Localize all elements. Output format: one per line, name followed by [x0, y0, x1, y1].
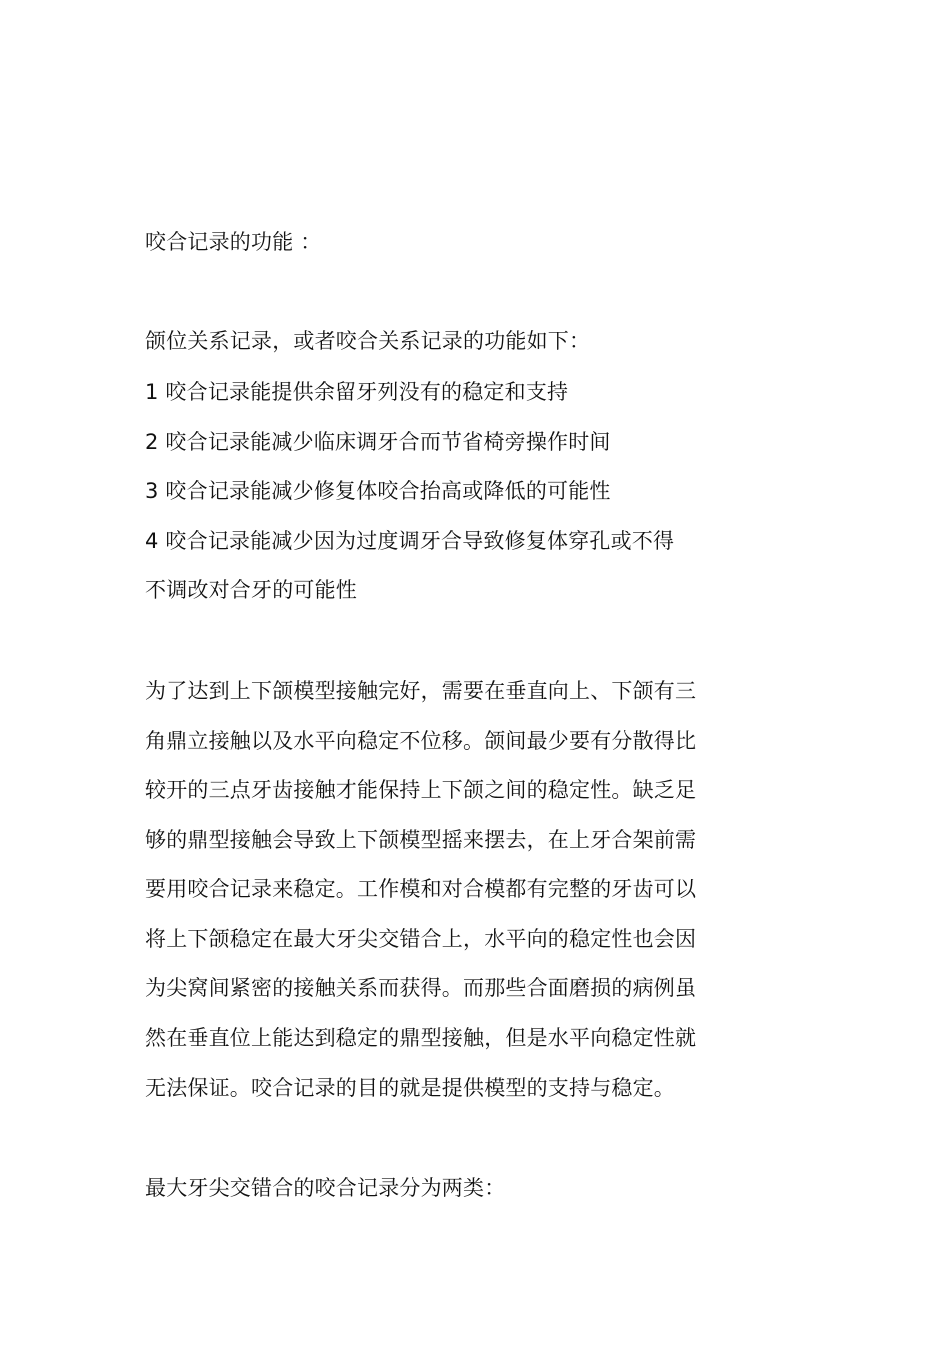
list-item-2: 2 咬合记录能减少临床调牙合而节省椅旁操作时间	[145, 430, 611, 454]
paragraph-line: 较开的三点牙齿接触才能保持上下颌之间的稳定性。缺乏足	[145, 778, 697, 802]
section-heading: 咬合记录的功能 ：	[145, 230, 322, 254]
closing-line: 最大牙尖交错合的咬合记录分为两类：	[145, 1176, 506, 1200]
intro-line: 颌位关系记录，或者咬合关系记录的功能如下：	[145, 329, 591, 353]
paragraph-line: 将上下颌稳定在最大牙尖交错合上，水平向的稳定性也会因	[145, 927, 697, 951]
list-item-1: 1 咬合记录能提供余留牙列没有的稳定和支持	[145, 380, 569, 404]
paragraph-line: 够的鼎型接触会导致上下颌模型摇来摆去，在上牙合架前需	[145, 828, 697, 852]
list-item-4: 4 咬合记录能减少因为过度调牙合导致修复体穿孔或不得	[145, 529, 675, 553]
paragraph-line: 然在垂直位上能达到稳定的鼎型接触，但是水平向稳定性就	[145, 1026, 697, 1050]
list-item-3: 3 咬合记录能减少修复体咬合抬高或降低的可能性	[145, 479, 611, 503]
paragraph-line: 角鼎立接触以及水平向稳定不位移。颌间最少要有分散得比	[145, 729, 697, 753]
paragraph-line: 为尖窝间紧密的接触关系而获得。而那些合面磨损的病例虽	[145, 976, 697, 1000]
paragraph-line: 要用咬合记录来稳定。工作模和对合模都有完整的牙齿可以	[145, 877, 697, 901]
paragraph-line: 为了达到上下颌模型接触完好，需要在垂直向上、下颌有三	[145, 679, 697, 703]
paragraph-line: 无法保证。咬合记录的目的就是提供模型的支持与稳定。	[145, 1076, 675, 1100]
list-item-4-continuation: 不调改对合牙的可能性	[145, 578, 357, 602]
